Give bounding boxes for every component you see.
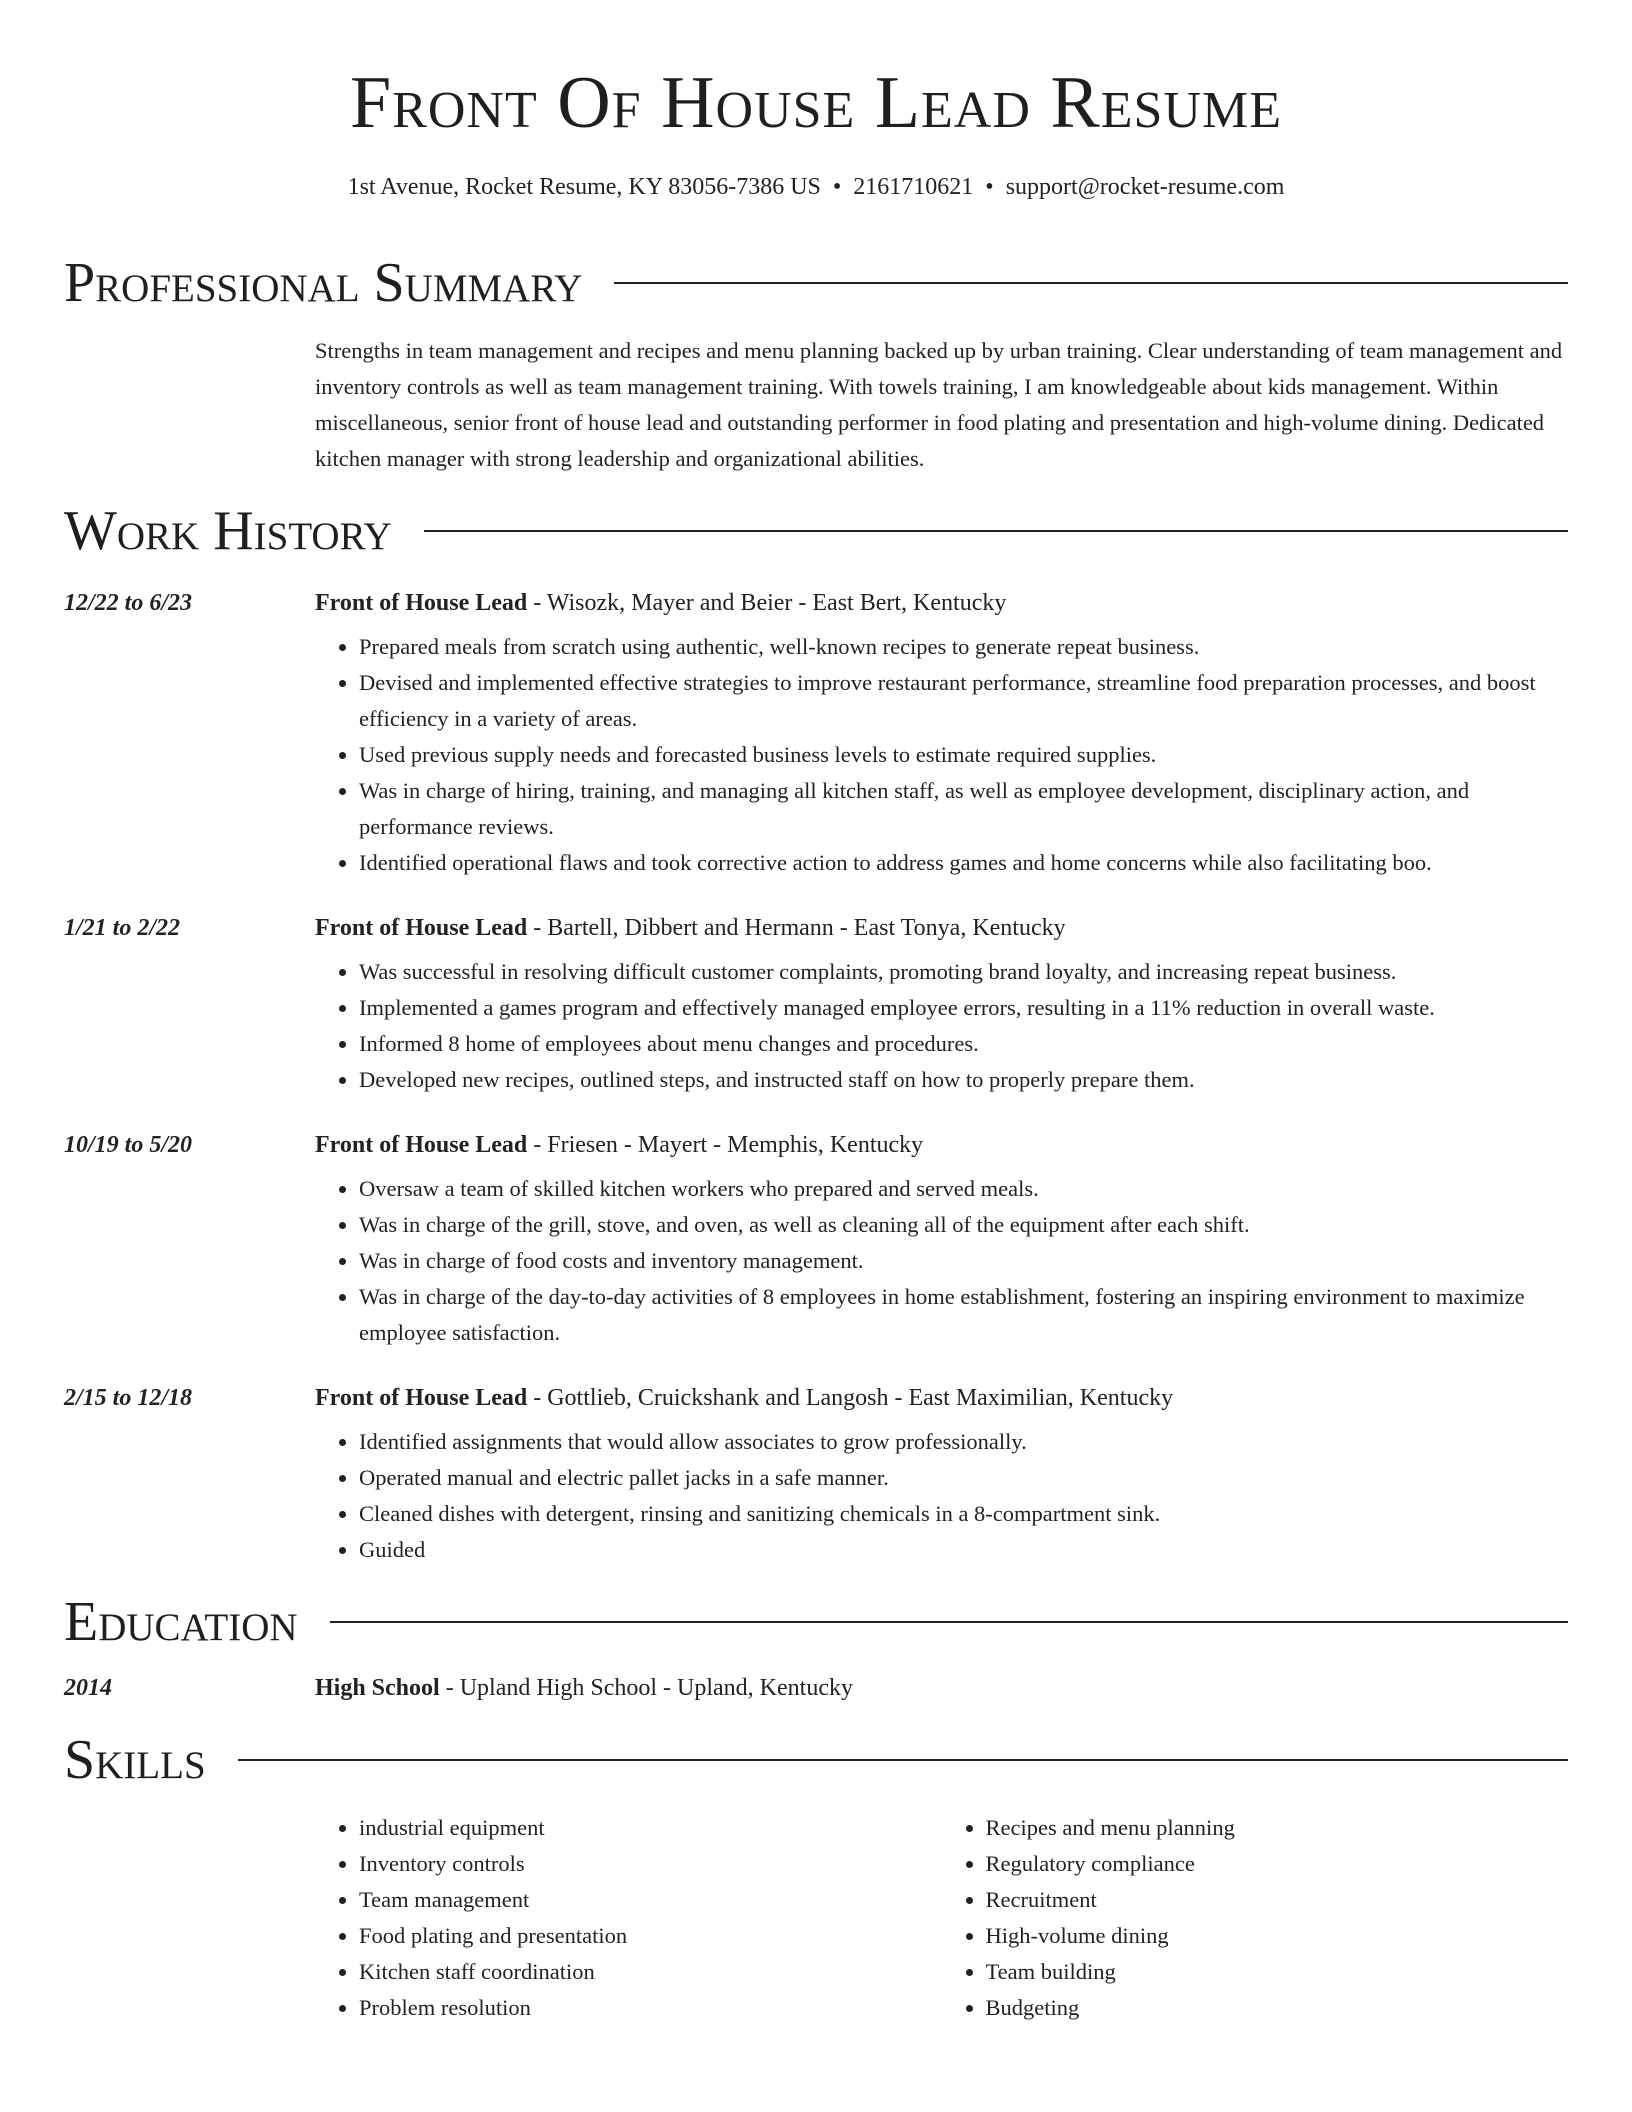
list-item: • Was in charge of the day-to-day activities of 8 employees in home establishment, fostering an inspiring environment to maximize employee satisfaction. (359, 1279, 1568, 1351)
skill-item: • industrial equipment (359, 1810, 942, 1846)
job-role: Front of House Lead (315, 1385, 528, 1412)
job-heading (315, 912, 1568, 944)
job-entry (64, 1129, 1568, 1351)
list-item: • Cleaned dishes with detergent, rinsing and sanitizing chemicals in a 8-compartment sink. (359, 1496, 1568, 1532)
job-bullets (315, 954, 1568, 1098)
skill-item: • Inventory controls (359, 1846, 942, 1882)
skill-item: • Problem resolution (359, 1990, 942, 2026)
education-degree: High School (315, 1675, 440, 1702)
skill-item: • Food plating and presentation (359, 1918, 942, 1954)
section-title-summary: Professional Summary (64, 252, 583, 315)
skills-columns (315, 1810, 1568, 2026)
section-title-education: Education (64, 1591, 298, 1654)
section-header-skills (64, 1729, 1568, 1792)
contact-address: 1st Avenue, Rocket Resume, KY 83056-7386 US (347, 174, 821, 200)
resume-page (64, 0, 1568, 2026)
job-heading (315, 587, 1568, 619)
skill-item: • Recruitment (986, 1882, 1569, 1918)
list-item: • Used previous supply needs and forecasted business levels to estimate required supplies. (359, 737, 1568, 773)
skill-item: • Recipes and menu planning (986, 1810, 1569, 1846)
list-item: • Identified operational flaws and took corrective action to address games and home concerns while also facilitating boo. (359, 845, 1568, 881)
contact-phone: 2161710621 (853, 174, 974, 200)
job-bullets (315, 1171, 1568, 1351)
skill-item: • Kitchen staff coordination (359, 1954, 942, 1990)
job-role: Front of House Lead (315, 590, 528, 617)
section-divider (238, 1759, 1568, 1761)
skill-item: • High-volume dining (986, 1918, 1569, 1954)
contact-separator: • (985, 174, 994, 200)
job-bullets (315, 1424, 1568, 1568)
job-details: - Bartell, Dibbert and Hermann - East Tonya, Kentucky (527, 915, 1066, 942)
contact-separator: • (832, 174, 842, 200)
education-heading (315, 1672, 1568, 1704)
section-title-skills: Skills (64, 1729, 206, 1792)
list-item: • Devised and implemented effective strategies to improve restaurant performance, streamline food preparation processes, and boost efficiency in a variety of areas. (359, 665, 1568, 737)
contact-email: support@rocket-resume.com (1005, 174, 1285, 200)
section-title-work: Work History (64, 500, 392, 563)
section-header-work (64, 500, 1568, 563)
job-dates: 12/22 to 6/23 (64, 590, 193, 617)
section-divider (330, 1621, 1568, 1623)
job-dates: 10/19 to 5/20 (64, 1132, 193, 1159)
job-entry (64, 912, 1568, 1098)
job-heading (315, 1129, 1568, 1161)
skill-item: • Regulatory compliance (986, 1846, 1569, 1882)
section-divider (424, 530, 1568, 532)
list-item: • Informed 8 home of employees about menu changes and procedures. (359, 1026, 1568, 1062)
list-item: • Oversaw a team of skilled kitchen workers who prepared and served meals. (359, 1171, 1568, 1207)
section-divider (614, 282, 1568, 284)
job-role: Front of House Lead (315, 915, 528, 942)
list-item: • Was in charge of the grill, stove, and oven, as well as cleaning all of the equipment after each shift. (359, 1207, 1568, 1243)
list-item: • Guided (359, 1532, 1568, 1568)
skill-item: • Budgeting (986, 1990, 1569, 2026)
job-heading (315, 1382, 1568, 1414)
section-header-education (64, 1591, 1568, 1654)
section-header-summary (64, 252, 1568, 315)
list-item: • Was in charge of food costs and inventory management. (359, 1243, 1568, 1279)
list-item: • Was in charge of hiring, training, and managing all kitchen staff, as well as employee development, disciplinary action, and performance reviews. (359, 773, 1568, 845)
education-year: 2014 (64, 1675, 112, 1702)
list-item: • Implemented a games program and effectively managed employee errors, resulting in a 11% reduction in overall waste. (359, 990, 1568, 1026)
job-dates: 2/15 to 12/18 (64, 1385, 193, 1412)
job-entry (64, 587, 1568, 881)
list-item: • Prepared meals from scratch using authentic, well-known recipes to generate repeat business. (359, 629, 1568, 665)
skills-list-right (942, 1810, 1569, 2026)
job-details: - Wisozk, Mayer and Beier - East Bert, Kentucky (527, 590, 1007, 617)
summary-text: Strengths in team management and recipes and menu planning backed up by urban training. Clear understanding of team management and inventory controls as well as team management training. With towels training, I am knowledgeable about kids management. Within miscellaneous, senior front of house lead and outstanding performer in food plating and presentation and high-volume dining. Dedicated kitchen manager with strong leadership and organizational abilities. (315, 338, 1563, 472)
job-dates: 1/21 to 2/22 (64, 915, 181, 942)
skill-item: • Team building (986, 1954, 1569, 1990)
contact-line (64, 172, 1568, 203)
skills-list-left (315, 1810, 942, 2026)
job-details: - Gottlieb, Cruickshank and Langosh - East Maximilian, Kentucky (527, 1385, 1174, 1412)
list-item: • Developed new recipes, outlined steps, and instructed staff on how to properly prepare them. (359, 1062, 1568, 1098)
list-item: • Operated manual and electric pallet jacks in a safe manner. (359, 1460, 1568, 1496)
education-details: - Upland High School - Upland, Kentucky (439, 1675, 853, 1702)
list-item: • Was successful in resolving difficult customer complaints, promoting brand loyalty, and increasing repeat business. (359, 954, 1568, 990)
education-entry (64, 1672, 1568, 1704)
job-bullets (315, 629, 1568, 881)
job-entry (64, 1382, 1568, 1568)
resume-title: Front Of House Lead Resume (350, 62, 1282, 144)
list-item: • Identified assignments that would allow associates to grow professionally. (359, 1424, 1568, 1460)
skill-item: • Team management (359, 1882, 942, 1918)
job-role: Front of House Lead (315, 1132, 528, 1159)
job-details: - Friesen - Mayert - Memphis, Kentucky (527, 1132, 924, 1159)
